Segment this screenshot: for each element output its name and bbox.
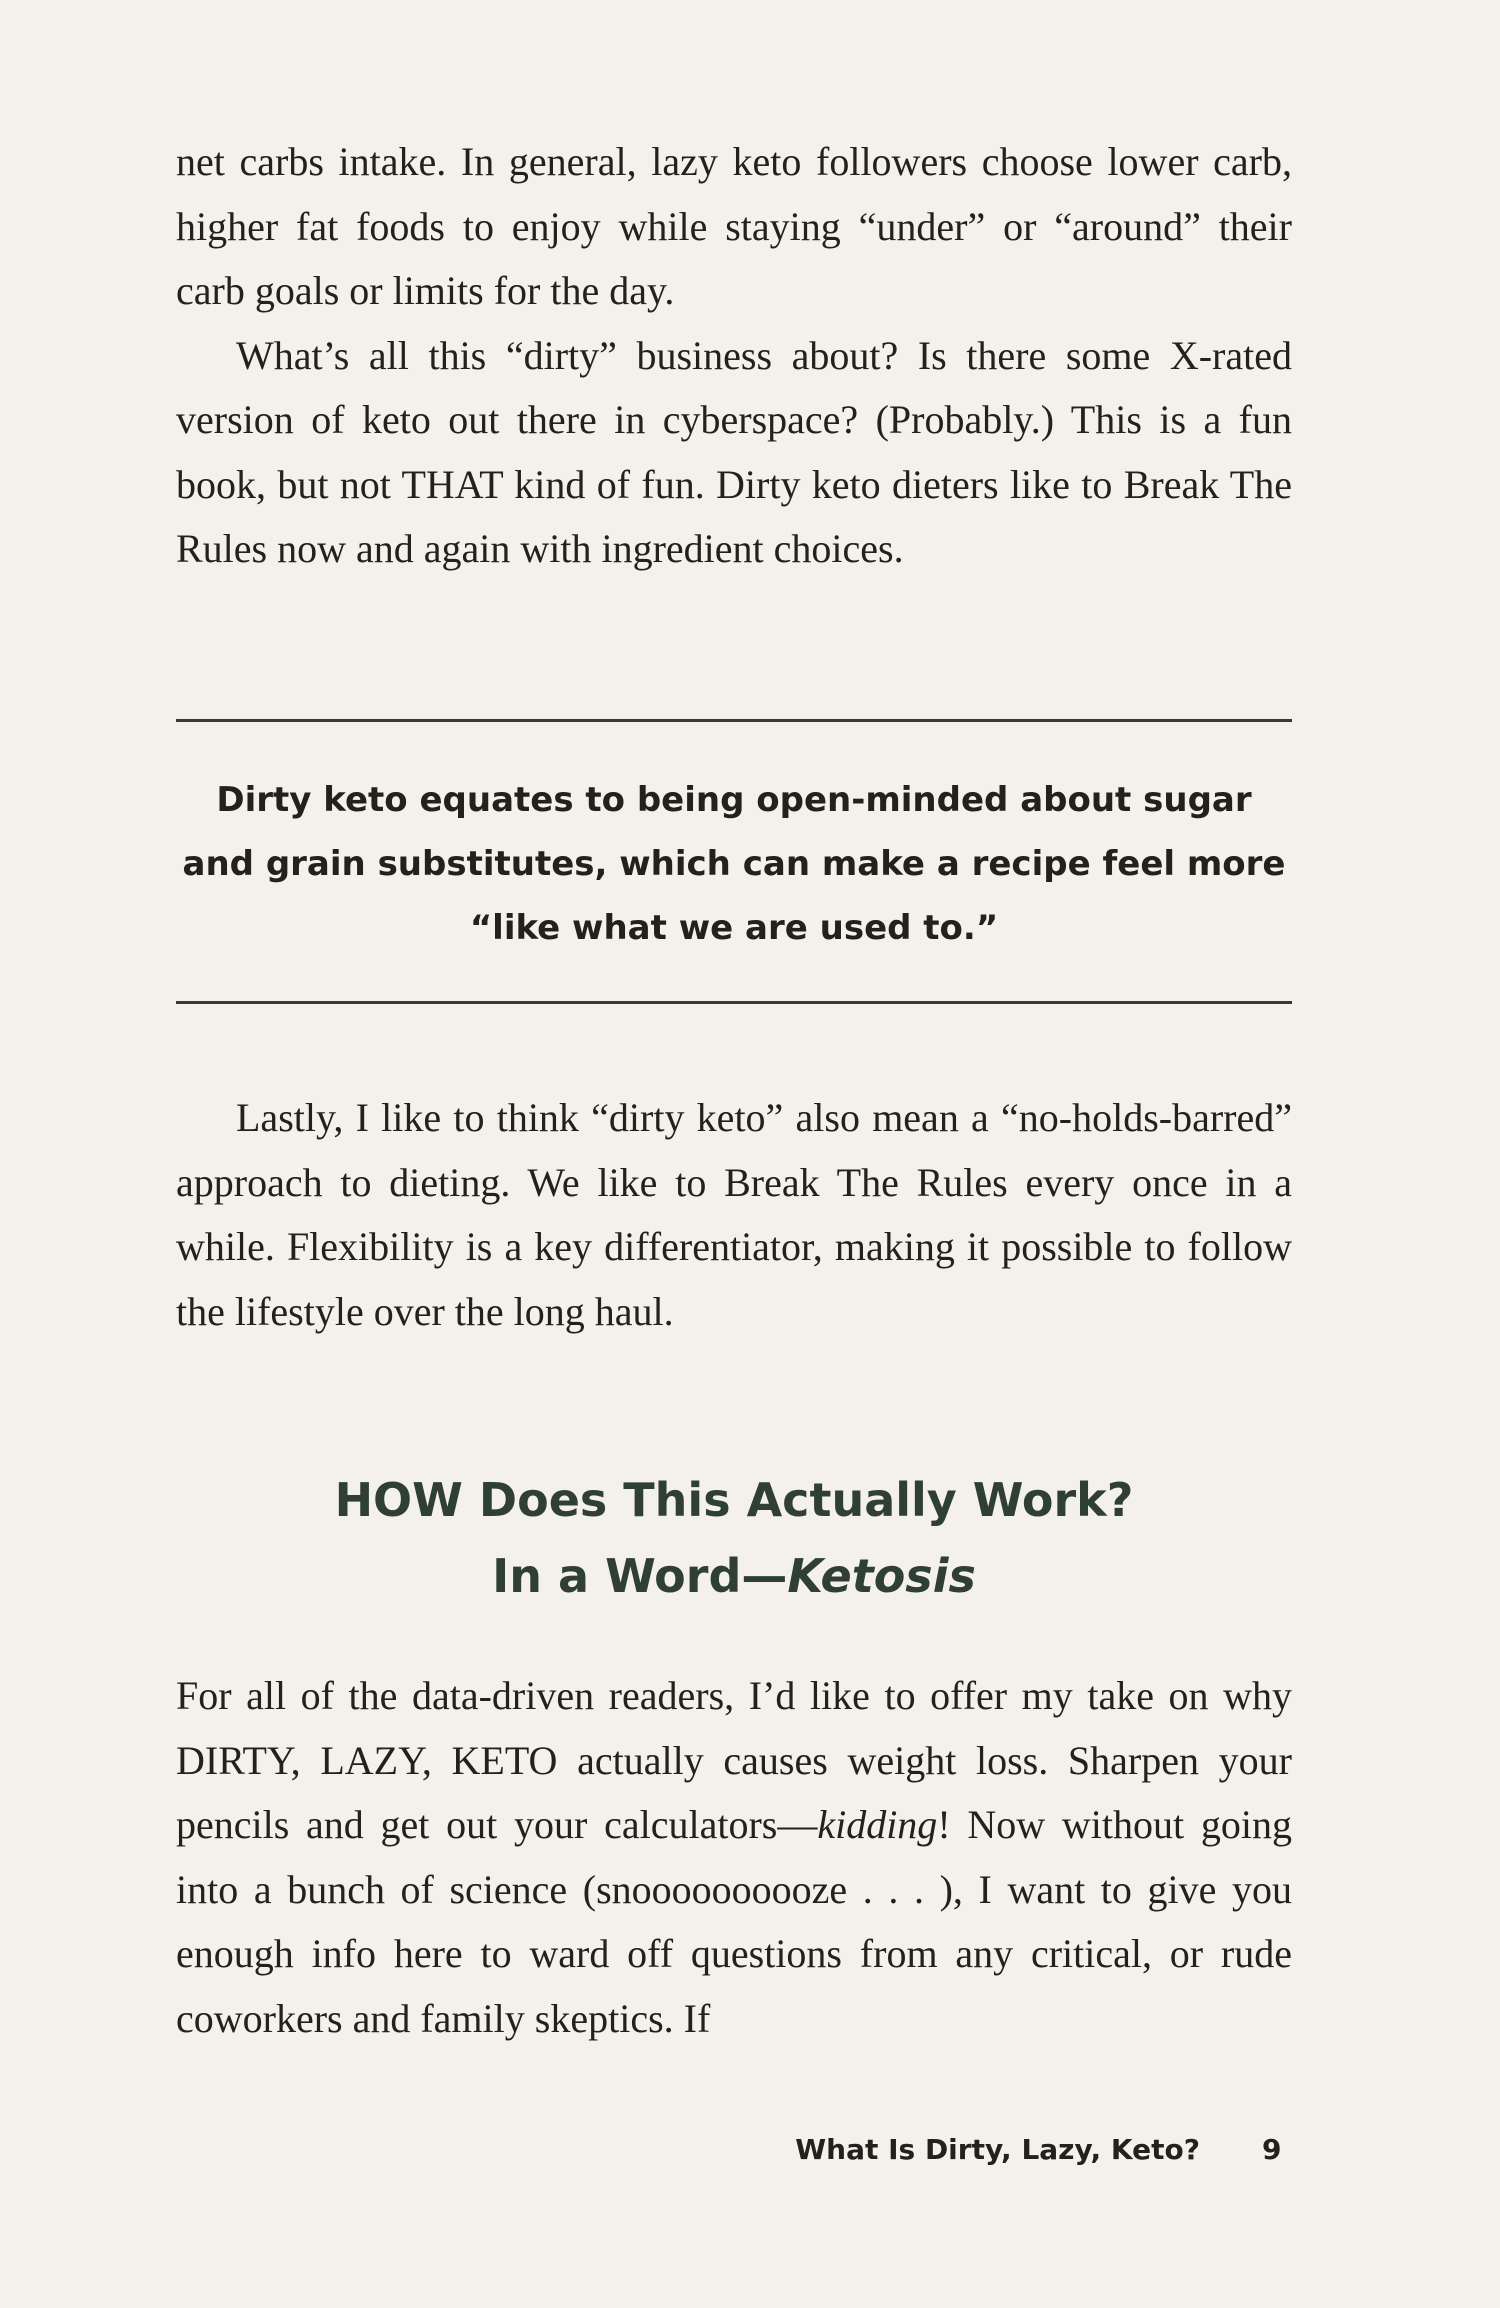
section-heading-emphasis: Ketosis — [787, 1549, 976, 1603]
section-heading-line-1: HOW Does This Actually Work? — [334, 1473, 1134, 1527]
paragraph-4-end: ! Now without going into a bunch of science (snoooooooooze . . . ), I want to give you enough info here to ward off questions from any critical, or rude coworkers and family skeptics. If — [176, 1802, 1292, 2041]
callout-top-rule — [176, 719, 1292, 722]
body-text-top — [176, 130, 1292, 582]
section-heading-prefix: In a Word— — [492, 1549, 788, 1603]
page-number: 9 — [1262, 2133, 1282, 2166]
paragraph-4-emphasis: kidding — [817, 1802, 938, 1847]
callout-bottom-rule — [176, 1001, 1292, 1004]
paragraph-3: Lastly, I like to think “dirty keto” also mean a “no-holds-barred” approach to dieting. We like to Break The Rules every once in a while. Flexibility is a key differentiator, making it possible to follow the lifestyle over the long haul. — [176, 1095, 1292, 1334]
body-text-bottom — [176, 1664, 1292, 2051]
body-text-middle — [176, 1086, 1292, 1344]
callout-text: Dirty keto equates to being open-minded about sugar and grain substitutes, which can make a recipe feel more “like what we are used to.” — [182, 780, 1286, 948]
section-heading-line-2 — [176, 1538, 1292, 1614]
paragraph-2: What’s all this “dirty” business about? Is there some X-rated version of keto out there in cyberspace? (Probably.) This is a fun book, but not THAT kind of fun. Dirty keto dieters like to Break The Rules now and again with ingredient choices. — [176, 332, 1292, 571]
section-heading — [176, 1462, 1292, 1614]
paragraph-4 — [176, 1664, 1292, 2051]
paragraph-4-start: For all of the data-driven readers, I’d like to offer my take on why DIRTY, LAZY, KETO actually causes weight loss. Sharpen your pencils and get out your calculators— — [176, 1673, 1292, 1847]
running-footer-title: What Is Dirty, Lazy, Keto? — [795, 2133, 1200, 2166]
paragraph-1: net carbs intake. In general, lazy keto followers choose lower carb, higher fat foods to enjoy while staying “under” or “around” their carb goals or limits for the day. — [176, 139, 1292, 313]
